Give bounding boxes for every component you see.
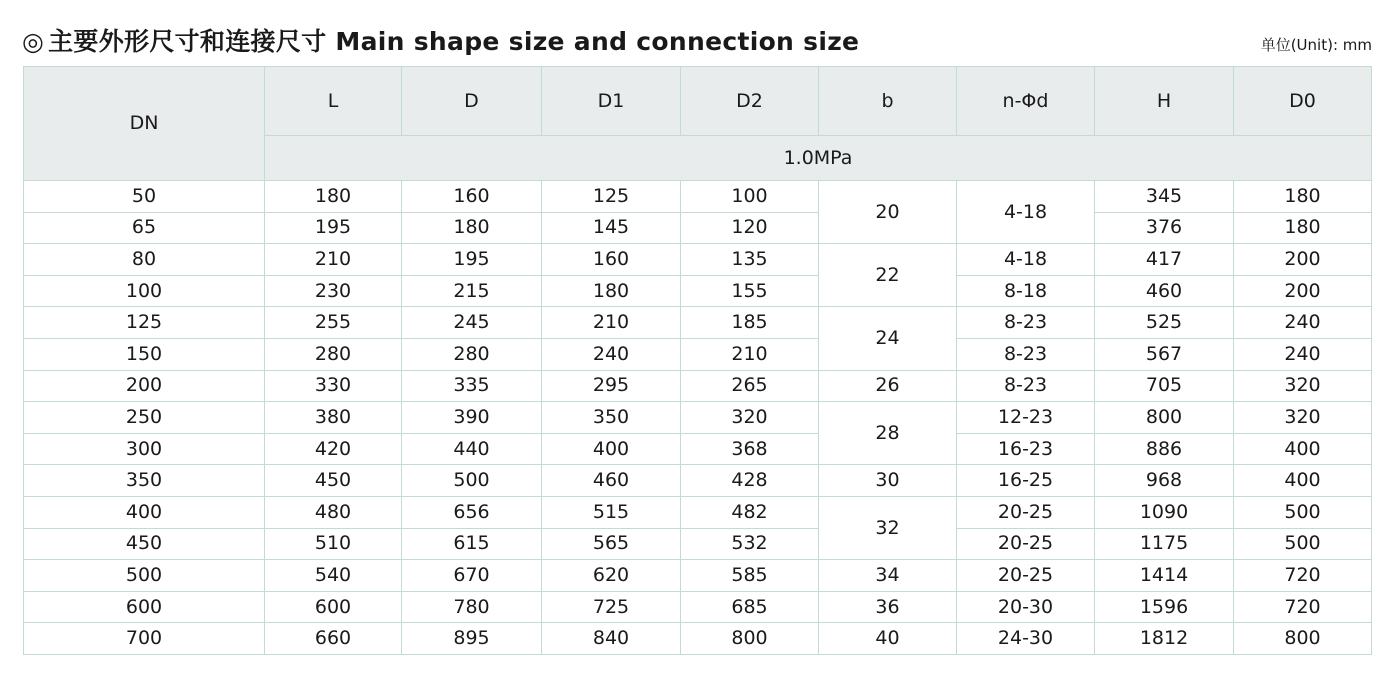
cell-d1: 145: [542, 212, 681, 244]
cell-d2: 685: [681, 591, 819, 623]
cell-d0: 400: [1234, 433, 1372, 465]
cell-d2: 585: [681, 560, 819, 592]
cell-d0: 320: [1234, 370, 1372, 402]
cell-d0: 720: [1234, 591, 1372, 623]
table-row: [24, 433, 1372, 465]
cell-d2: 100: [681, 181, 819, 213]
cell-d: 390: [402, 402, 542, 434]
cell-d: 895: [402, 623, 542, 655]
table-row: [24, 307, 1372, 339]
cell-l: 180: [265, 181, 402, 213]
cell-l: 540: [265, 560, 402, 592]
cell-d1: 565: [542, 528, 681, 560]
cell-d: 656: [402, 496, 542, 528]
cell-d2: 265: [681, 370, 819, 402]
cell-d1: 240: [542, 338, 681, 370]
cell-b: 36: [819, 591, 957, 623]
cell-d1: 180: [542, 275, 681, 307]
cell-h: 525: [1095, 307, 1234, 339]
cell-dn: 100: [24, 275, 265, 307]
cell-l: 450: [265, 465, 402, 497]
cell-d0: 240: [1234, 307, 1372, 339]
table-row: [24, 244, 1372, 276]
cell-d1: 350: [542, 402, 681, 434]
header-h: H: [1095, 67, 1234, 136]
cell-d1: 160: [542, 244, 681, 276]
cell-h: 460: [1095, 275, 1234, 307]
cell-l: 480: [265, 496, 402, 528]
header-l: L: [265, 67, 402, 136]
dimension-table: [23, 66, 1372, 655]
cell-d1: 725: [542, 591, 681, 623]
cell-h: 345: [1095, 181, 1234, 213]
table-row: [24, 623, 1372, 655]
cell-l: 510: [265, 528, 402, 560]
cell-l: 280: [265, 338, 402, 370]
cell-d: 160: [402, 181, 542, 213]
page-title: [22, 22, 859, 58]
unit-label: 单位(Unit): mm: [1260, 36, 1372, 54]
cell-d: 245: [402, 307, 542, 339]
cell-d: 180: [402, 212, 542, 244]
cell-d0: 180: [1234, 181, 1372, 213]
cell-b: 34: [819, 560, 957, 592]
header-b: b: [819, 67, 957, 136]
cell-d2: 155: [681, 275, 819, 307]
cell-dn: 500: [24, 560, 265, 592]
table-body: [24, 181, 1372, 655]
cell-h: 567: [1095, 338, 1234, 370]
cell-b: 22: [819, 244, 957, 307]
cell-dn: 700: [24, 623, 265, 655]
cell-l: 195: [265, 212, 402, 244]
cell-h: 1175: [1095, 528, 1234, 560]
cell-dn: 125: [24, 307, 265, 339]
cell-b: 28: [819, 402, 957, 465]
header-d: D: [402, 67, 542, 136]
cell-d0: 180: [1234, 212, 1372, 244]
cell-l: 230: [265, 275, 402, 307]
cell-nd: 16-23: [957, 433, 1095, 465]
cell-nd: 12-23: [957, 402, 1095, 434]
cell-nd: 20-25: [957, 560, 1095, 592]
cell-dn: 200: [24, 370, 265, 402]
cell-dn: 80: [24, 244, 265, 276]
cell-d: 615: [402, 528, 542, 560]
cell-d: 195: [402, 244, 542, 276]
cell-h: 417: [1095, 244, 1234, 276]
header-row: [24, 67, 1372, 136]
table-row: [24, 370, 1372, 402]
header-nd: n-Φd: [957, 67, 1095, 136]
cell-dn: 150: [24, 338, 265, 370]
cell-d: 440: [402, 433, 542, 465]
cell-d1: 620: [542, 560, 681, 592]
cell-h: 1414: [1095, 560, 1234, 592]
cell-nd: 24-30: [957, 623, 1095, 655]
cell-h: 968: [1095, 465, 1234, 497]
cell-nd: 8-23: [957, 370, 1095, 402]
cell-d0: 800: [1234, 623, 1372, 655]
table-row: [24, 465, 1372, 497]
cell-h: 1090: [1095, 496, 1234, 528]
cell-d: 500: [402, 465, 542, 497]
cell-d2: 368: [681, 433, 819, 465]
cell-nd: 20-25: [957, 528, 1095, 560]
table-row: [24, 275, 1372, 307]
cell-l: 420: [265, 433, 402, 465]
cell-d0: 400: [1234, 465, 1372, 497]
cell-d1: 400: [542, 433, 681, 465]
cell-nd: 16-25: [957, 465, 1095, 497]
cell-d0: 500: [1234, 496, 1372, 528]
header-dn: DN: [24, 67, 265, 181]
cell-dn: 450: [24, 528, 265, 560]
cell-nd: 4-18: [957, 181, 1095, 244]
cell-b: 24: [819, 307, 957, 370]
cell-h: 705: [1095, 370, 1234, 402]
header-d0: D0: [1234, 67, 1372, 136]
cell-d: 280: [402, 338, 542, 370]
cell-nd: 8-23: [957, 307, 1095, 339]
cell-d2: 482: [681, 496, 819, 528]
table-row: [24, 338, 1372, 370]
cell-d: 670: [402, 560, 542, 592]
header-d2: D2: [681, 67, 819, 136]
cell-nd: 8-18: [957, 275, 1095, 307]
table-row: [24, 496, 1372, 528]
cell-d2: 428: [681, 465, 819, 497]
cell-l: 660: [265, 623, 402, 655]
cell-h: 800: [1095, 402, 1234, 434]
cell-b: 30: [819, 465, 957, 497]
cell-l: 210: [265, 244, 402, 276]
cell-d1: 125: [542, 181, 681, 213]
cell-d1: 210: [542, 307, 681, 339]
cell-nd: 8-23: [957, 338, 1095, 370]
cell-d2: 135: [681, 244, 819, 276]
cell-d1: 295: [542, 370, 681, 402]
cell-nd: 4-18: [957, 244, 1095, 276]
cell-b: 26: [819, 370, 957, 402]
cell-dn: 600: [24, 591, 265, 623]
table-row: [24, 560, 1372, 592]
cell-l: 380: [265, 402, 402, 434]
cell-nd: 20-30: [957, 591, 1095, 623]
header-d1: D1: [542, 67, 681, 136]
cell-d: 215: [402, 275, 542, 307]
cell-d0: 240: [1234, 338, 1372, 370]
cell-d0: 200: [1234, 244, 1372, 276]
cell-d2: 800: [681, 623, 819, 655]
cell-b: 20: [819, 181, 957, 244]
cell-h: 1812: [1095, 623, 1234, 655]
cell-nd: 20-25: [957, 496, 1095, 528]
cell-b: 32: [819, 496, 957, 559]
cell-d2: 532: [681, 528, 819, 560]
cell-d1: 840: [542, 623, 681, 655]
cell-l: 330: [265, 370, 402, 402]
table-row: [24, 212, 1372, 244]
pressure-label: 1.0MPa: [265, 136, 1372, 181]
cell-l: 600: [265, 591, 402, 623]
table-row: [24, 402, 1372, 434]
cell-b: 40: [819, 623, 957, 655]
cell-d: 335: [402, 370, 542, 402]
cell-h: 1596: [1095, 591, 1234, 623]
table-row: [24, 181, 1372, 213]
cell-d0: 500: [1234, 528, 1372, 560]
cell-d0: 320: [1234, 402, 1372, 434]
cell-l: 255: [265, 307, 402, 339]
table-row: [24, 591, 1372, 623]
cell-dn: 250: [24, 402, 265, 434]
cell-dn: 350: [24, 465, 265, 497]
cell-d2: 185: [681, 307, 819, 339]
cell-d1: 515: [542, 496, 681, 528]
page-title-text: 主要外形尺寸和连接尺寸 Main shape size and connection size: [48, 27, 860, 56]
cell-dn: 300: [24, 433, 265, 465]
cell-d2: 210: [681, 338, 819, 370]
cell-dn: 400: [24, 496, 265, 528]
cell-d: 780: [402, 591, 542, 623]
cell-d0: 200: [1234, 275, 1372, 307]
cell-d0: 720: [1234, 560, 1372, 592]
cell-h: 376: [1095, 212, 1234, 244]
circle-mark-icon: ◎: [22, 27, 45, 56]
cell-h: 886: [1095, 433, 1234, 465]
cell-dn: 50: [24, 181, 265, 213]
cell-d2: 320: [681, 402, 819, 434]
cell-d2: 120: [681, 212, 819, 244]
cell-d1: 460: [542, 465, 681, 497]
table-row: [24, 528, 1372, 560]
cell-dn: 65: [24, 212, 265, 244]
